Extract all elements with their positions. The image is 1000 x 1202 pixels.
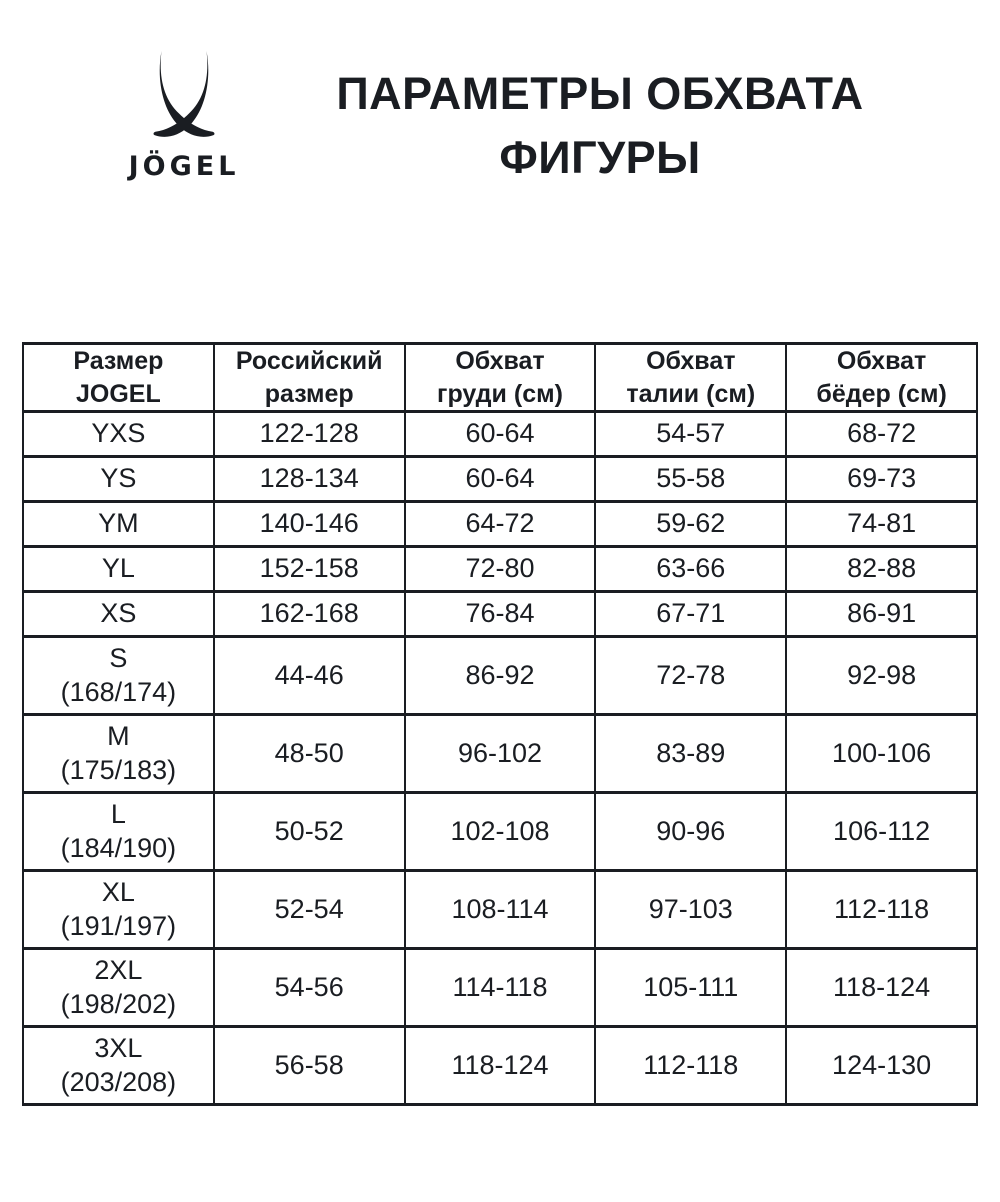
size-cell xyxy=(23,871,214,949)
russian-size-cell: 152-158 xyxy=(214,547,405,592)
chest-cell: 96-102 xyxy=(405,715,596,793)
page-title-line1: ПАРАМЕТРЫ ОБХВАТА xyxy=(336,68,864,119)
hips-cell: 100-106 xyxy=(786,715,977,793)
russian-size-cell: 44-46 xyxy=(214,637,405,715)
size-label: 2XL xyxy=(94,954,143,985)
waist-cell: 54-57 xyxy=(595,412,786,457)
size-label: YXS xyxy=(91,418,146,449)
size-cell xyxy=(23,502,214,547)
size-label: YL xyxy=(101,553,135,584)
chest-cell: 118-124 xyxy=(405,1027,596,1105)
russian-size-cell: 162-168 xyxy=(214,592,405,637)
russian-size-cell: 50-52 xyxy=(214,793,405,871)
table-row xyxy=(23,871,977,949)
size-height-note: (198/202) xyxy=(60,988,177,1019)
russian-size-cell: 56-58 xyxy=(214,1027,405,1105)
table-row xyxy=(23,715,977,793)
size-label: YM xyxy=(98,508,139,539)
table-row xyxy=(23,1027,977,1105)
size-height-note: (175/183) xyxy=(60,754,177,785)
table-row xyxy=(23,412,977,457)
waist-cell: 97-103 xyxy=(595,871,786,949)
hips-cell: 86-91 xyxy=(786,592,977,637)
hips-cell: 106-112 xyxy=(786,793,977,871)
size-label: YS xyxy=(100,463,137,494)
header-line: Российский xyxy=(235,347,383,375)
russian-size-cell: 48-50 xyxy=(214,715,405,793)
waist-cell: 112-118 xyxy=(595,1027,786,1105)
jogel-logo xyxy=(108,50,260,182)
size-height-note: (203/208) xyxy=(60,1066,177,1097)
table-row xyxy=(23,793,977,871)
table-header-row xyxy=(23,344,977,412)
waist-cell: 90-96 xyxy=(595,793,786,871)
chest-cell: 102-108 xyxy=(405,793,596,871)
waist-cell: 72-78 xyxy=(595,637,786,715)
size-cell xyxy=(23,547,214,592)
russian-size-cell: 128-134 xyxy=(214,457,405,502)
chest-cell: 72-80 xyxy=(405,547,596,592)
hips-cell: 82-88 xyxy=(786,547,977,592)
jogel-v-icon xyxy=(150,50,218,142)
table-row xyxy=(23,457,977,502)
size-cell xyxy=(23,793,214,871)
waist-cell: 55-58 xyxy=(595,457,786,502)
size-height-note: (191/197) xyxy=(60,910,177,941)
size-cell xyxy=(23,592,214,637)
waist-cell: 63-66 xyxy=(595,547,786,592)
header-line: размер xyxy=(264,379,354,408)
table-row xyxy=(23,547,977,592)
header-line: Обхват xyxy=(646,347,736,375)
header xyxy=(0,0,1000,342)
col-header-waist xyxy=(595,344,786,412)
chest-cell: 108-114 xyxy=(405,871,596,949)
hips-cell: 69-73 xyxy=(786,457,977,502)
chest-cell: 114-118 xyxy=(405,949,596,1027)
chest-cell: 60-64 xyxy=(405,412,596,457)
jogel-wordmark: JÖGEL xyxy=(128,151,240,182)
size-cell xyxy=(23,949,214,1027)
header-line: бёдер (см) xyxy=(816,379,947,408)
table-row xyxy=(23,592,977,637)
waist-cell: 67-71 xyxy=(595,592,786,637)
size-cell xyxy=(23,1027,214,1105)
hips-cell: 112-118 xyxy=(786,871,977,949)
russian-size-cell: 140-146 xyxy=(214,502,405,547)
header-line: Размер xyxy=(73,347,164,375)
col-header-size-jogel xyxy=(23,344,214,412)
russian-size-cell: 54-56 xyxy=(214,949,405,1027)
size-label: L xyxy=(110,798,126,829)
size-cell xyxy=(23,637,214,715)
hips-cell: 68-72 xyxy=(786,412,977,457)
header-line: груди (см) xyxy=(437,379,563,408)
chest-cell: 64-72 xyxy=(405,502,596,547)
waist-cell: 83-89 xyxy=(595,715,786,793)
size-height-note: (184/190) xyxy=(60,832,177,863)
hips-cell: 118-124 xyxy=(786,949,977,1027)
page-title xyxy=(290,62,910,190)
russian-size-cell: 52-54 xyxy=(214,871,405,949)
chest-cell: 60-64 xyxy=(405,457,596,502)
size-label: XL xyxy=(101,876,135,907)
size-label: XS xyxy=(100,598,137,629)
size-cell xyxy=(23,715,214,793)
header-line: Обхват xyxy=(455,347,545,375)
page-title-line2: ФИГУРЫ xyxy=(499,131,701,183)
hips-cell: 124-130 xyxy=(786,1027,977,1105)
header-line: JOGEL xyxy=(76,379,161,408)
chest-cell: 86-92 xyxy=(405,637,596,715)
size-label: M xyxy=(107,720,130,751)
chest-cell: 76-84 xyxy=(405,592,596,637)
table-row xyxy=(23,949,977,1027)
header-line: талии (см) xyxy=(626,379,756,408)
header-line: Обхват xyxy=(836,347,927,375)
col-header-russian-size xyxy=(214,344,405,412)
waist-cell: 59-62 xyxy=(595,502,786,547)
size-label: S xyxy=(109,642,128,673)
size-label: 3XL xyxy=(94,1032,143,1063)
hips-cell: 74-81 xyxy=(786,502,977,547)
col-header-chest xyxy=(405,344,596,412)
size-table xyxy=(22,342,978,1106)
waist-cell: 105-111 xyxy=(595,949,786,1027)
size-cell xyxy=(23,412,214,457)
table-row xyxy=(23,502,977,547)
size-height-note: (168/174) xyxy=(60,676,177,707)
table-row xyxy=(23,637,977,715)
russian-size-cell: 122-128 xyxy=(214,412,405,457)
size-cell xyxy=(23,457,214,502)
col-header-hips xyxy=(786,344,977,412)
hips-cell: 92-98 xyxy=(786,637,977,715)
